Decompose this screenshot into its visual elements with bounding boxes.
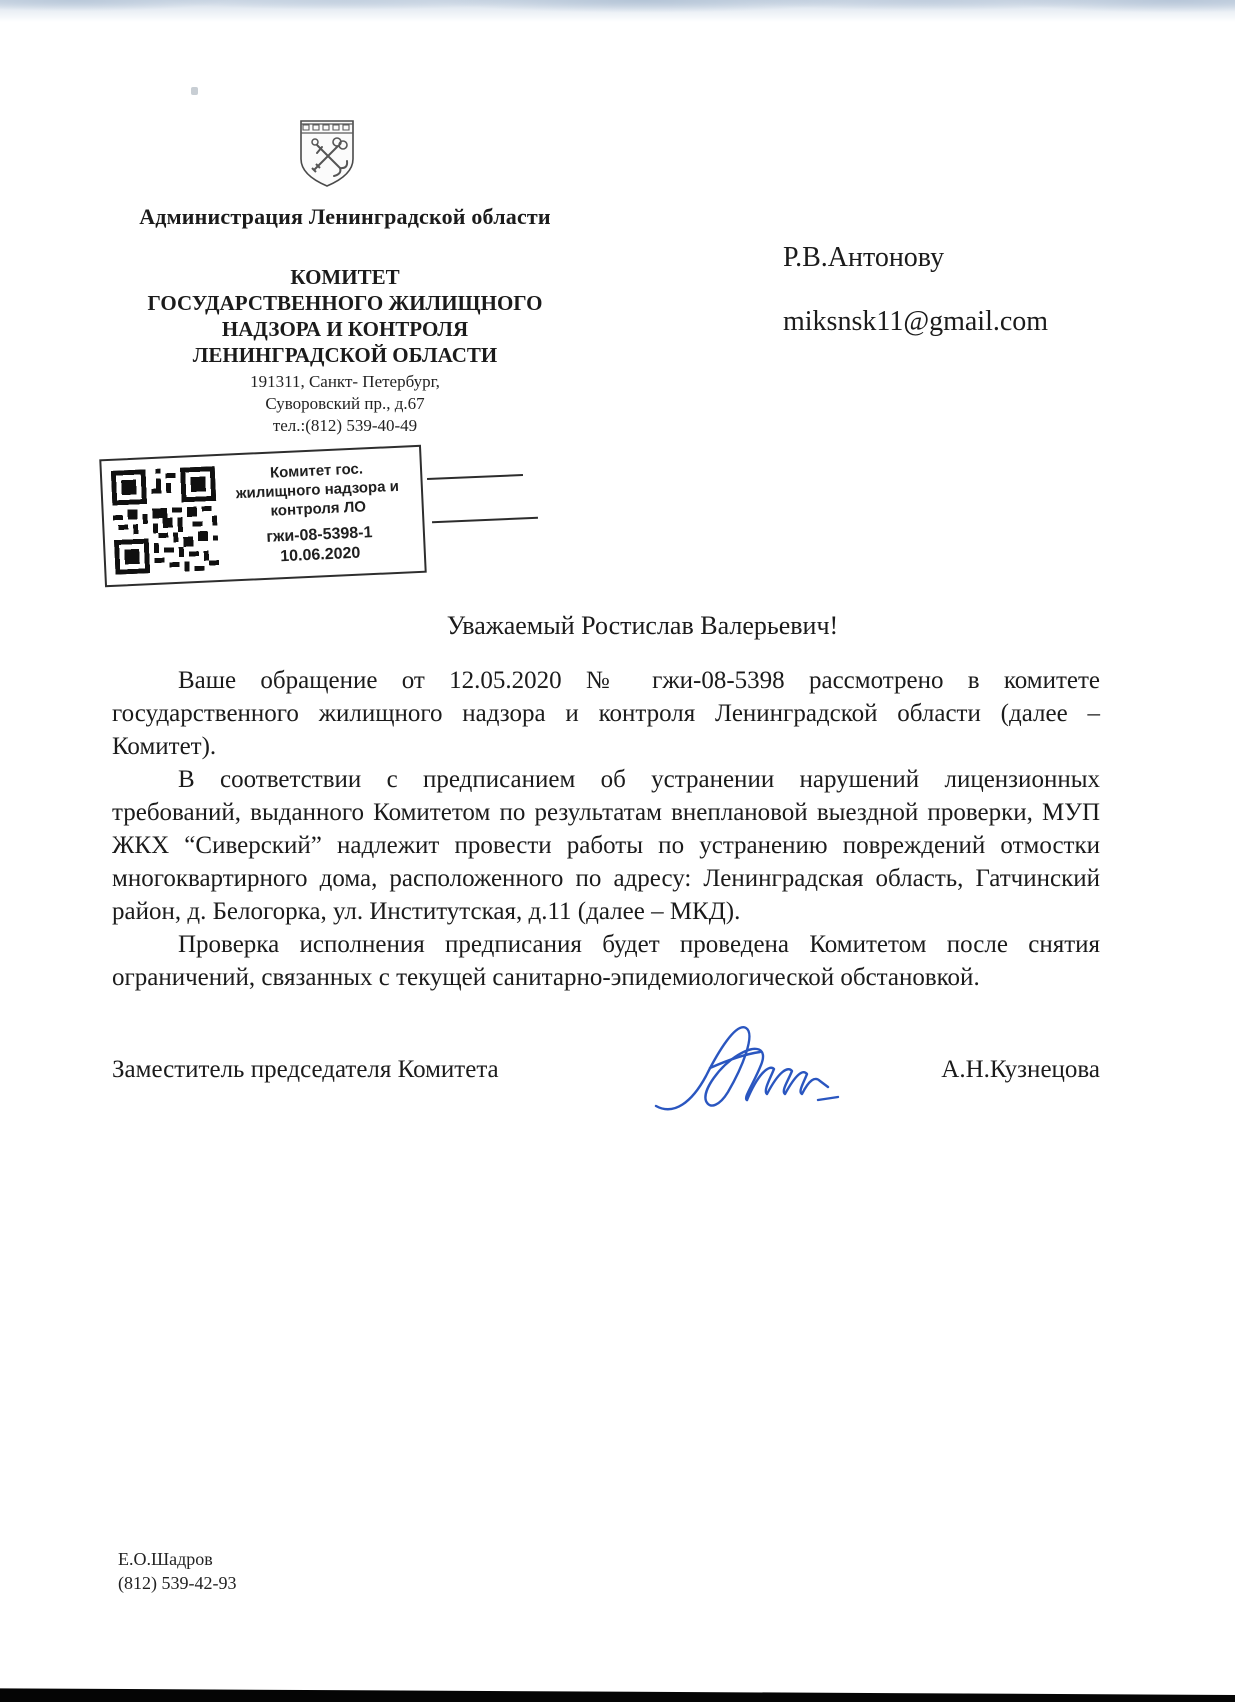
recipient-name: Р.В.Антонову [783, 242, 945, 273]
administration-title: Администрация Ленинградской области [139, 204, 551, 229]
signature-rule-line [427, 474, 523, 480]
committee-name [100, 264, 590, 368]
stamp-org-line: контроля ЛО [270, 498, 367, 520]
address-line: 191311, Санкт- Петербург, [250, 372, 440, 391]
scan-bottom-edge-artifact [0, 1680, 1235, 1702]
salutation: Уважаемый Ростислав Валерьевич! [446, 611, 839, 640]
scan-top-edge-artifact [0, 0, 1235, 24]
committee-line: КОМИТЕТ [290, 265, 400, 289]
signer-name: А.Н.Кузнецова [941, 1056, 1100, 1083]
stamp-org-line: жилищного надзора и [235, 477, 400, 503]
stamp-text [215, 457, 425, 570]
executor-block [118, 1547, 236, 1595]
stamp-org-line: Комитет гос. [269, 460, 364, 482]
letter-body [112, 664, 1100, 994]
stamp-registration-number: гжи-08-5398-1 [266, 524, 373, 546]
qr-code-icon [111, 466, 220, 575]
registration-stamp [99, 445, 426, 587]
committee-address [100, 371, 590, 437]
paragraph: В соответствии с предписанием об устранении нарушений лицензионных требований, выданного Комитетом по результатам внеплановой выездной проверки, МУП ЖКХ “Сиверский” надлежит провести работы по устранению повреждений отмостки многоквартирного дома, расположенного по адресу: Ленинградская область, Гатчинский район, д. Белогорка, ул. Институтская, д.11 (далее – МКД). [112, 766, 1100, 925]
committee-line: ЛЕНИНГРАДСКОЙ ОБЛАСТИ [192, 343, 498, 367]
signature-rule-line [432, 517, 538, 523]
handwritten-signature-icon [648, 1008, 848, 1123]
signer-title: Заместитель председателя Комитета [112, 1056, 499, 1083]
address-line: Суворовский пр., д.67 [265, 394, 425, 413]
executor-phone: (812) 539-42-93 [118, 1573, 237, 1593]
coat-of-arms-icon [298, 118, 356, 190]
paragraph: Проверка исполнения предписания будет проведена Комитетом после снятия ограничений, связанных с текущей санитарно-эпидемиологической обстановкой. [112, 931, 1100, 991]
committee-line: НАДЗОРА И КОНТРОЛЯ [221, 317, 469, 341]
paragraph: Ваше обращение от 12.05.2020 № гжи-08-5398 рассмотрено в комитете государственного жилищного надзора и контроля Ленинградской области (далее – Комитет). [112, 667, 1100, 760]
committee-line: ГОСУДАРСТВЕННОГО ЖИЛИЩНОГО [147, 291, 543, 315]
address-line: тел.:(812) 539-40-49 [272, 416, 418, 435]
scan-speck-artifact [191, 87, 198, 95]
recipient-email: miksnsk11@gmail.com [783, 306, 1049, 337]
executor-name: Е.О.Шадров [118, 1549, 213, 1569]
stamp-date: 10.06.2020 [279, 544, 361, 566]
